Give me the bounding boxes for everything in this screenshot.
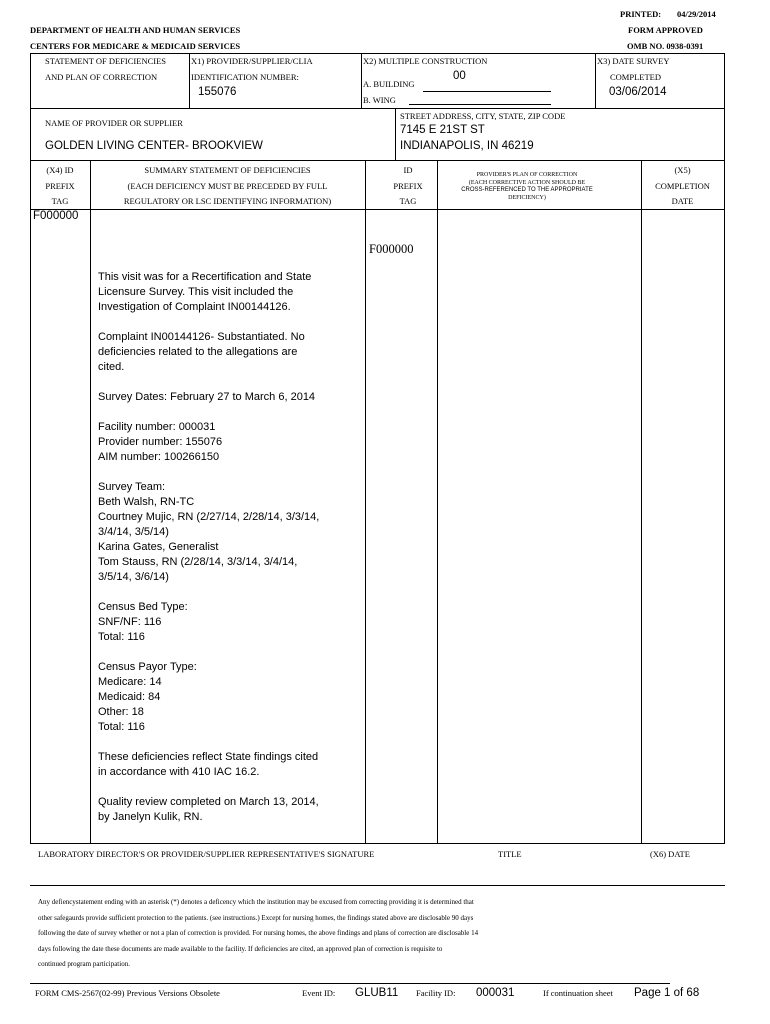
- plan-header-3: CROSS-REFERENCED TO THE APPROPRIATE: [461, 187, 593, 193]
- disclaimer-line: Any defiencystatement ending with an asterisk (*) denotes a deficency which the institution may be excused from correcting providing it is determined that: [38, 898, 474, 906]
- rule-address-left: [395, 108, 396, 160]
- id-header-2: PREFIX: [393, 181, 423, 191]
- rule-col-2: [365, 160, 366, 844]
- event-id-value: GLUB11: [355, 987, 399, 999]
- disclaimer-line: continued program participation.: [38, 960, 130, 969]
- rule-top: [30, 53, 725, 54]
- title-label: TITLE: [498, 849, 522, 859]
- disclaimer-line: days following the date these documents are made available to the facility. If deficiencies are cited, an approved plan of correction is requisite to: [38, 944, 443, 953]
- provider-id-value: 155076: [198, 86, 237, 98]
- rule-x3-left: [595, 53, 596, 108]
- paragraph-quality-review: Quality review completed on March 13, 2014, by Janelyn Kulik, RN.: [98, 796, 319, 823]
- building-underline: [423, 91, 551, 92]
- id-header-3: TAG: [399, 196, 417, 206]
- building-value: 00: [453, 70, 466, 82]
- rule-top-box-bottom: [30, 108, 725, 109]
- deficiency-text: [98, 270, 360, 825]
- x5-header-3: DATE: [671, 196, 694, 206]
- disclaimer: [38, 895, 478, 973]
- centers-name: CENTERS FOR MEDICARE & MEDICAID SERVICES: [30, 41, 241, 51]
- paragraph-survey-team: Survey Team: Beth Walsh, RN-TC Courtney Mujic, RN (2/27/14, 2/28/14, 3/3/14, 3/4/14, 3/5/14) Karina Gates, Generalist Tom Stauss, RN (2/28/14, 3/3/14, 3/4/14, 3/5/14, 3/6/14): [98, 481, 320, 583]
- paragraph-complaint: Complaint IN00144126- Substantiated. No deficiencies related to the allegations are cited.: [98, 331, 305, 373]
- form-approved: FORM APPROVED: [628, 25, 703, 35]
- id-header-1: ID: [403, 165, 413, 175]
- paragraph-state-findings: These deficiencies reflect State findings cited in accordance with 410 IAC 16.2.: [98, 751, 319, 778]
- printed-date: 04/29/2014: [677, 9, 716, 19]
- rule-col-4: [641, 160, 642, 844]
- signature-date-label: (X6) DATE: [650, 849, 690, 859]
- summary-header-1: SUMMARY STATEMENT OF DEFICIENCIES: [144, 165, 311, 175]
- x5-header-1: (X5): [674, 165, 691, 175]
- paragraph-survey-dates: Survey Dates: February 27 to March 6, 2014: [98, 391, 316, 403]
- printed-label: PRINTED:: [620, 9, 662, 19]
- paragraph-facility: Facility number: 000031 Provider number: 155076 AIM number: 100266150: [98, 421, 223, 463]
- disclaimer-line: other safegaurds provide sufficient protection to the patients. (see instructions.) Except for nursing homes, the findings stated above are disclosable 90 days: [38, 913, 474, 922]
- facility-id-value: 000031: [476, 987, 515, 999]
- x2-label: X2) MULTIPLE CONSTRUCTION: [363, 56, 488, 66]
- tag-left: F000000: [33, 210, 79, 222]
- summary-header-2: (EACH DEFICIENCY MUST BE PRECEDED BY FULL: [127, 181, 328, 191]
- signature-label: LABORATORY DIRECTOR'S OR PROVIDER/SUPPLIER REPRESENTATIVE'S SIGNATURE: [38, 849, 375, 859]
- plan-header-1: PROVIDER'S PLAN OF CORRECTION: [476, 172, 578, 178]
- paragraph-visit: This visit was for a Recertification and State Licensure Survey. This visit included the Investigation of Complaint IN00144126.: [98, 271, 312, 313]
- building-label: A. BUILDING: [363, 79, 415, 89]
- x3-label-2: COMPLETED: [610, 72, 661, 82]
- summary-header-3: REGULATORY OR LSC IDENTIFYING INFORMATION): [123, 196, 332, 206]
- wing-label: B. WING: [363, 95, 396, 105]
- x4-header-2: PREFIX: [45, 181, 75, 191]
- omb-number: OMB NO. 0938-0391: [627, 41, 704, 51]
- rule-col-1: [90, 160, 91, 844]
- x1-label-2: IDENTIFICATION NUMBER:: [191, 72, 299, 82]
- statement-label-1: STATEMENT OF DEFICIENCIES: [45, 56, 167, 66]
- event-id-label: Event ID:: [302, 988, 336, 998]
- rule-x2-left: [361, 53, 362, 108]
- statement-label-2: AND PLAN OF CORRECTION: [45, 72, 158, 82]
- page-number: Page 1 of 68: [634, 987, 700, 999]
- rule-signature-top: [30, 843, 725, 844]
- wing-underline: [409, 104, 551, 105]
- x3-label-1: X3) DATE SURVEY: [597, 56, 670, 66]
- continuation-label: If continuation sheet: [543, 988, 613, 998]
- survey-date-value: 03/06/2014: [609, 86, 667, 98]
- department-name: DEPARTMENT OF HEALTH AND HUMAN SERVICES: [30, 25, 241, 35]
- rule-x1-left: [189, 53, 190, 108]
- rule-provider-bottom: [30, 160, 725, 161]
- x4-header-1: (X4) ID: [46, 165, 74, 175]
- paragraph-bed-type: Census Bed Type: SNF/NF: 116 Total: 116: [98, 601, 188, 643]
- provider-name-label: NAME OF PROVIDER OR SUPPLIER: [45, 118, 183, 128]
- address-line1: 7145 E 21ST ST: [400, 124, 485, 136]
- form-number: FORM CMS-2567(02-99) Previous Versions Obsolete: [35, 988, 220, 998]
- rule-col-header-bottom: [30, 209, 725, 210]
- x4-header-3: TAG: [51, 196, 69, 206]
- address-label: STREET ADDRESS, CITY, STATE, ZIP CODE: [400, 111, 566, 121]
- paragraph-payor-type: Census Payor Type: Medicare: 14 Medicaid: 84 Other: 18 Total: 116: [98, 661, 197, 733]
- x1-label-1: X1) PROVIDER/SUPPLIER/CLIA: [191, 56, 313, 66]
- rule-col-3: [437, 160, 438, 844]
- plan-header-4: DEFICIENCY): [508, 195, 546, 201]
- facility-id-label: Facility ID:: [416, 988, 456, 998]
- rule-footer: [30, 983, 670, 984]
- provider-name-value: GOLDEN LIVING CENTER- BROOKVIEW: [45, 140, 263, 152]
- plan-header-2: (EACH CORRECTIVE ACTION SHOULD BE: [468, 180, 586, 186]
- disclaimer-line: following the date of survey whether or not a plan of correction is provided. For nursing homes, the above findings and plans of correction are disclosable 14: [38, 929, 479, 938]
- tag-right: F000000: [369, 242, 414, 256]
- rule-right: [724, 53, 725, 844]
- address-line2: INDIANAPOLIS, IN 46219: [400, 140, 534, 152]
- rule-signature-bottom: [30, 885, 725, 886]
- x5-header-2: COMPLETION: [655, 181, 710, 191]
